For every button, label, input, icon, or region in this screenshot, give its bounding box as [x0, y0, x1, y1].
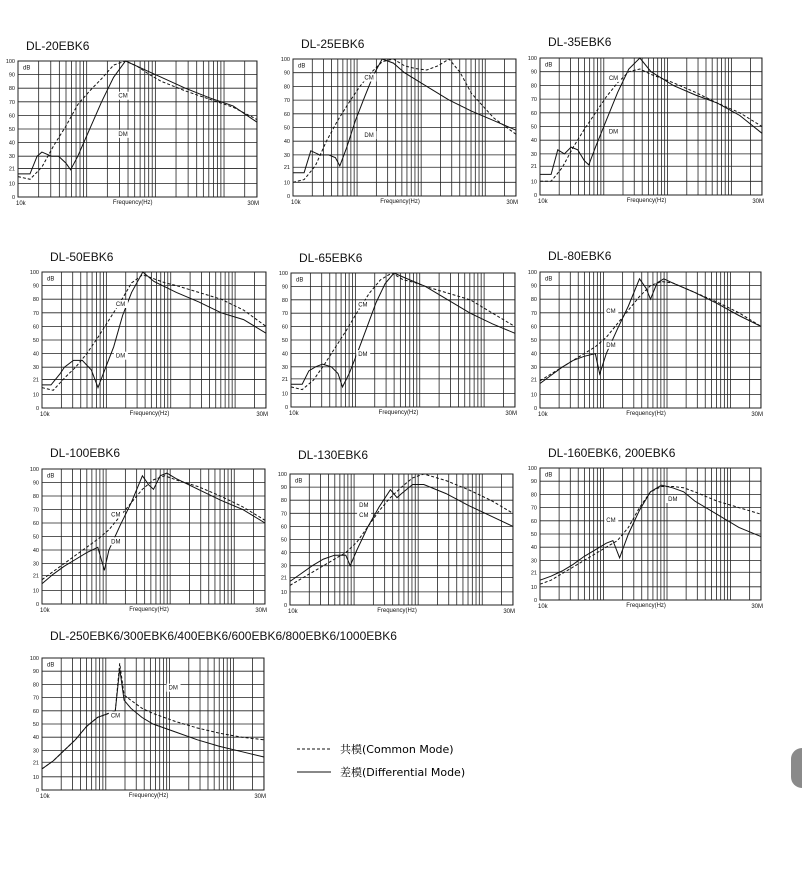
y-tick-label: 10: [283, 180, 290, 187]
y-tick-label: 40: [32, 351, 39, 358]
y-tick-label: 60: [32, 708, 39, 715]
y-tick-label: 30: [530, 151, 537, 158]
y-tick-label: 70: [530, 97, 537, 104]
x-tick-label: 10k: [289, 411, 299, 417]
y-tick-label: 60: [32, 521, 39, 527]
y-tick-label: 100: [29, 656, 39, 662]
y-tick-label: 10: [32, 774, 39, 781]
chart-panel-2: [281, 37, 518, 206]
y-tick-label: 0: [286, 194, 290, 200]
y-tick-label: 80: [32, 682, 39, 689]
y-axis-label: dB: [47, 662, 55, 669]
chart-panel-1: [6, 39, 259, 207]
y-tick-label: 0: [284, 405, 288, 411]
y-tick-label: 60: [530, 110, 537, 117]
y-tick-label: 90: [530, 479, 537, 486]
side-tab-marker: [791, 748, 802, 788]
y-tick-label: 21: [530, 377, 537, 384]
y-tick-label: 70: [281, 311, 288, 318]
y-tick-label: 40: [281, 351, 288, 358]
x-tick-label: 30M: [255, 608, 267, 614]
y-tick-label: 50: [530, 532, 537, 538]
x-tick-label: 10k: [291, 200, 301, 206]
x-axis-label: Frequency(Hz): [112, 200, 153, 206]
x-axis-label: Frequency(Hz): [380, 199, 420, 205]
y-tick-label: 40: [530, 545, 537, 552]
y-tick-label: 90: [32, 480, 39, 487]
y-tick-label: 50: [283, 125, 290, 132]
y-tick-label: 10: [281, 391, 288, 398]
chart-panel-9: [528, 446, 763, 610]
y-tick-label: 40: [283, 139, 290, 146]
y-tick-label: 21: [530, 164, 537, 171]
y-tick-label: 80: [530, 297, 537, 304]
y-tick-label: 70: [8, 99, 15, 106]
y-tick-label: 30: [32, 561, 39, 568]
y-tick-label: 100: [280, 57, 290, 63]
y-tick-label: 21: [281, 376, 288, 383]
y-tick-label: 21: [32, 377, 39, 384]
annotation-label: DM: [168, 685, 178, 692]
y-tick-label: 10: [8, 181, 15, 188]
y-tick-label: 90: [8, 72, 15, 79]
x-tick-label: 30M: [503, 609, 515, 615]
y-tick-label: 80: [530, 83, 537, 90]
y-tick-label: 50: [32, 534, 39, 541]
y-tick-label: 0: [533, 406, 537, 412]
legend-differential-swatch: [297, 769, 331, 775]
y-tick-label: 50: [32, 722, 39, 728]
annotation-label: DM: [115, 353, 126, 360]
chart-panel-5: [279, 251, 517, 417]
y-tick-label: 90: [32, 283, 39, 290]
legend-common-label: 共模(Common Mode): [340, 743, 454, 756]
legend-common-swatch: [297, 746, 331, 752]
y-axis-label: dB: [47, 276, 55, 283]
y-tick-label: 90: [530, 69, 537, 76]
annotation-label: CM: [115, 302, 126, 308]
y-tick-label: 100: [5, 59, 15, 65]
x-tick-label: 30M: [751, 412, 763, 418]
x-tick-label: 30M: [506, 200, 518, 206]
y-tick-label: 10: [32, 392, 39, 399]
y-tick-label: 100: [527, 270, 537, 276]
x-tick-label: 10k: [538, 412, 548, 418]
y-tick-label: 60: [8, 113, 15, 120]
y-tick-label: 30: [32, 365, 39, 372]
y-axis-label: dB: [298, 63, 306, 70]
chart-panel-4: [30, 250, 268, 418]
y-tick-label: 30: [32, 748, 39, 755]
x-tick-label: 30M: [752, 199, 764, 205]
annotation-label: DM: [118, 131, 128, 138]
y-tick-label: 90: [32, 669, 39, 676]
y-tick-label: 10: [530, 584, 537, 591]
annotation-label: DM: [111, 539, 121, 546]
y-axis-label: dB: [295, 478, 303, 485]
y-tick-label: 40: [530, 138, 537, 145]
annotation-label: CM: [110, 713, 121, 720]
y-tick-label: 60: [283, 111, 290, 118]
y-axis-label: dB: [545, 472, 553, 479]
y-tick-label: 70: [32, 310, 39, 317]
annotation-label: DM: [668, 497, 678, 503]
y-tick-label: 40: [8, 140, 15, 147]
y-axis-label: dB: [23, 65, 31, 72]
annotation-label: DM: [606, 342, 616, 349]
x-tick-label: 30M: [254, 794, 266, 800]
y-tick-label: 21: [283, 165, 290, 172]
y-tick-label: 80: [32, 297, 39, 304]
chart-title: DL-80EBK6: [548, 249, 612, 263]
y-tick-label: 60: [530, 518, 537, 525]
y-tick-label: 50: [32, 338, 39, 344]
y-tick-label: 60: [32, 324, 39, 331]
y-tick-label: 100: [29, 467, 39, 473]
y-tick-label: 0: [35, 602, 39, 608]
y-tick-label: 60: [280, 524, 287, 531]
y-tick-label: 50: [530, 124, 537, 131]
y-tick-label: 90: [280, 485, 287, 492]
y-tick-label: 0: [283, 603, 287, 609]
y-tick-label: 0: [35, 406, 39, 412]
chart-panel-8: [278, 448, 515, 615]
y-tick-label: 0: [35, 788, 39, 794]
chart-title: DL-250EBK6/300EBK6/400EBK6/600EBK6/800EBK6/1000EBK6: [50, 629, 397, 643]
y-axis-label: dB: [545, 62, 553, 69]
y-tick-label: 10: [280, 589, 287, 596]
y-tick-label: 40: [530, 351, 537, 358]
x-tick-label: 10k: [16, 201, 26, 207]
y-tick-label: 10: [32, 588, 39, 595]
x-tick-label: 30M: [751, 604, 763, 610]
x-tick-label: 10k: [40, 608, 50, 614]
y-tick-label: 0: [533, 598, 537, 604]
annotation-label: DM: [359, 502, 369, 509]
y-tick-label: 50: [8, 127, 15, 133]
y-tick-label: 80: [32, 494, 39, 500]
annotation-label: CM: [118, 93, 128, 100]
y-tick-label: 21: [8, 166, 15, 173]
chart-title: DL-50EBK6: [50, 250, 114, 264]
y-tick-label: 80: [8, 86, 15, 93]
y-tick-label: 70: [530, 310, 537, 317]
y-axis-label: dB: [545, 276, 553, 283]
annotation-label: DM: [608, 129, 619, 136]
y-tick-label: 10: [530, 179, 537, 186]
chart-panel-7: [30, 446, 267, 614]
x-tick-label: 30M: [247, 201, 259, 207]
y-tick-label: 60: [530, 324, 537, 331]
y-tick-label: 80: [281, 297, 288, 304]
y-tick-label: 21: [32, 760, 39, 767]
y-tick-label: 90: [281, 284, 288, 291]
x-axis-label: Frequency(Hz): [626, 603, 666, 609]
annotation-label: DM: [358, 352, 368, 359]
annotation-label: CM: [111, 512, 121, 519]
y-tick-label: 100: [527, 56, 537, 62]
y-tick-label: 80: [280, 498, 287, 505]
y-tick-label: 70: [32, 507, 39, 514]
chart-title: DL-35EBK6: [548, 35, 612, 49]
y-tick-label: 70: [280, 511, 287, 518]
y-tick-label: 40: [280, 550, 287, 557]
y-tick-label: 100: [527, 466, 537, 472]
annotation-label: CM: [358, 302, 368, 309]
legend-differential-label: 差模(Differential Mode): [340, 766, 466, 779]
y-tick-label: 70: [530, 505, 537, 512]
y-tick-label: 100: [277, 472, 287, 478]
y-tick-label: 21: [530, 570, 537, 577]
y-tick-label: 30: [530, 365, 537, 372]
x-axis-label: Frequency(Hz): [128, 793, 169, 799]
y-tick-label: 10: [530, 392, 537, 399]
x-tick-label: 10k: [40, 412, 50, 418]
annotation-label: DM: [364, 133, 374, 140]
y-tick-label: 0: [533, 193, 537, 199]
y-tick-label: 40: [32, 548, 39, 554]
chart-panel-3: [528, 35, 764, 205]
y-tick-label: 70: [32, 695, 39, 702]
x-tick-label: 30M: [505, 411, 517, 417]
y-tick-label: 30: [8, 154, 15, 161]
y-tick-label: 30: [530, 558, 537, 565]
chart-title: DL-20EBK6: [26, 39, 90, 53]
y-tick-label: 100: [29, 270, 39, 276]
annotation-label: CM: [359, 513, 369, 520]
y-axis-label: dB: [47, 473, 55, 480]
y-tick-label: 50: [530, 338, 537, 344]
y-tick-label: 30: [281, 364, 288, 371]
y-tick-label: 90: [530, 283, 537, 290]
y-tick-label: 90: [283, 70, 290, 77]
x-axis-label: Frequency(Hz): [378, 410, 419, 416]
y-tick-label: 21: [280, 575, 287, 582]
chart-title: DL-100EBK6: [50, 446, 121, 460]
y-tick-label: 70: [283, 98, 290, 105]
x-tick-label: 10k: [40, 794, 50, 800]
annotation-label: CM: [364, 75, 374, 82]
chart-panel-6: [528, 249, 763, 418]
y-tick-label: 50: [281, 338, 288, 344]
y-axis-label: dB: [296, 277, 304, 284]
chart-title: DL-130EBK6: [298, 448, 369, 462]
y-tick-label: 50: [280, 537, 287, 544]
y-tick-label: 30: [280, 563, 287, 570]
y-tick-label: 40: [32, 735, 39, 742]
y-tick-label: 21: [32, 573, 39, 580]
x-axis-label: Frequency(Hz): [129, 411, 170, 417]
chart-title: DL-65EBK6: [299, 251, 363, 265]
y-tick-label: 30: [283, 152, 290, 159]
annotation-label: CM: [606, 518, 616, 525]
x-axis-label: Frequency(Hz): [129, 607, 169, 613]
y-tick-label: 80: [283, 84, 290, 91]
x-tick-label: 10k: [288, 609, 298, 615]
x-tick-label: 10k: [538, 199, 548, 205]
chart-title: DL-25EBK6: [301, 37, 365, 51]
x-tick-label: 10k: [538, 604, 548, 610]
y-tick-label: 0: [11, 195, 15, 201]
x-axis-label: Frequency(Hz): [626, 198, 667, 204]
x-axis-label: Frequency(Hz): [377, 608, 417, 614]
y-tick-label: 80: [530, 492, 537, 499]
annotation-label: CM: [608, 75, 619, 82]
x-axis-label: Frequency(Hz): [626, 411, 666, 417]
y-tick-label: 60: [281, 324, 288, 331]
x-tick-label: 30M: [256, 412, 268, 418]
annotation-label: CM: [606, 308, 616, 315]
y-tick-label: 100: [278, 271, 288, 277]
chart-title: DL-160EBK6, 200EBK6: [548, 446, 676, 460]
